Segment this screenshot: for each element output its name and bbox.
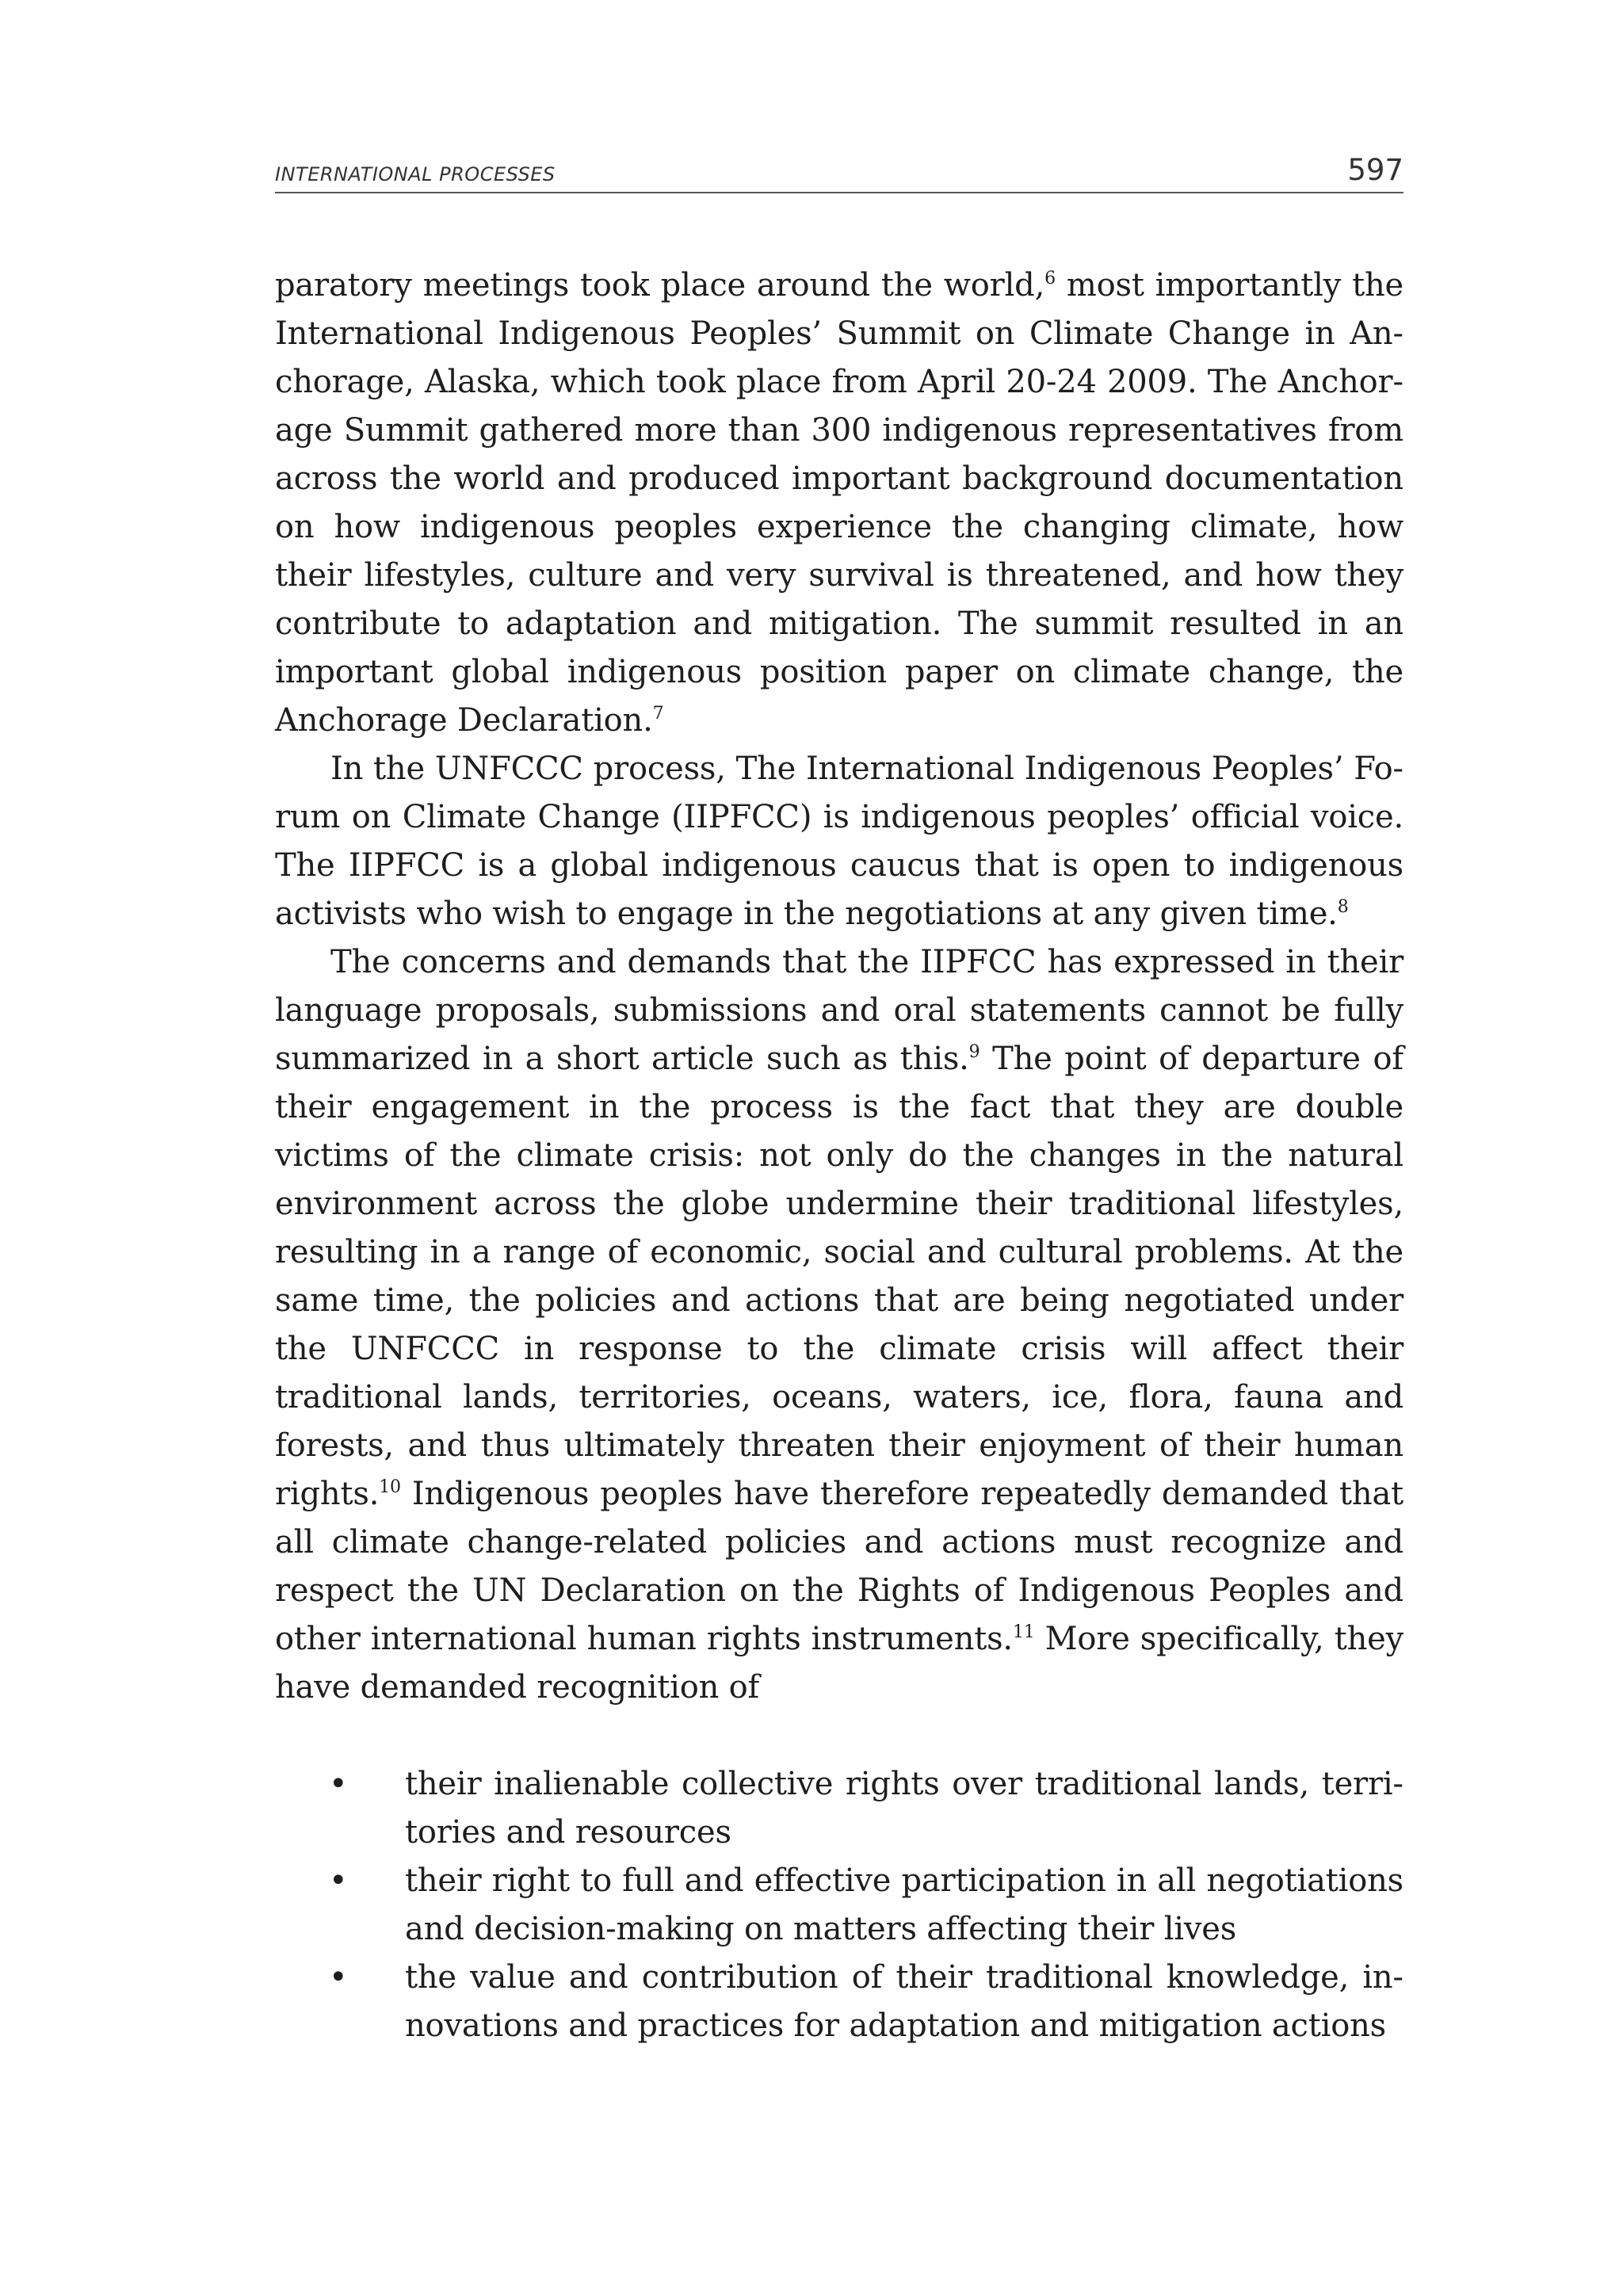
text-segment: The concerns and demands that the IIPFCC has expressed in their language proposals, submissions and oral statements cannot be fully summarized in a short article such as this. bbox=[275, 944, 1403, 1077]
list-item bbox=[275, 1760, 1403, 1857]
list-item-text: their right to full and effective participation in all negotiations and decision-making on matters affecting their lives bbox=[405, 1862, 1403, 1947]
bullet-icon: • bbox=[329, 1766, 348, 1802]
body-text bbox=[275, 262, 1403, 2050]
footnote-ref-11: 11 bbox=[1012, 1622, 1035, 1642]
list-item-text: the value and contribution of their traditional knowledge, innovations and practices for adaptation and mitigation actions bbox=[405, 1959, 1403, 2044]
text-segment: The point of departure of their engagement in the process is the fact that they are double victims of the climate crisis: not only do the changes in the natural environment across the globe undermine their traditional lifestyles, resulting in a range of economic, social and cultural problems. At the same time, the policies and actions that are being negotiated under the UNFCCC in response to the climate crisis will affect their traditional lands, territories, oceans, waters, ice, flora, fauna and forests, and thus ultimately threaten their enjoyment of their human rights. bbox=[275, 1041, 1403, 1512]
text-segment: In the UNFCCC process, The International Indigenous Peoples’ Forum on Climate Change (IIPFCC) is indigenous peoples’ official voice. The IIPFCC is a global indigenous caucus that is open to indigenous activists who wish to engage in the negotiations at any given time. bbox=[275, 751, 1403, 932]
running-title: INTERNATIONAL PROCESSES bbox=[275, 163, 556, 185]
text-segment: More specifically, they have demanded recognition of bbox=[275, 1621, 1403, 1706]
text-segment: Indigenous peoples have therefore repeatedly demanded that all climate change-related policies and actions must recognize and respect the UN Declaration on the Rights of Indigenous Peoples and other international human rights instruments. bbox=[275, 1476, 1403, 1657]
footnote-ref-8: 8 bbox=[1337, 897, 1349, 917]
list-item-text: their inalienable collective rights over traditional lands, territories and resources bbox=[405, 1766, 1403, 1851]
footnote-ref-9: 9 bbox=[968, 1042, 980, 1062]
list-item bbox=[275, 1857, 1403, 1954]
text-segment: paratory meetings took place around the world, bbox=[275, 267, 1045, 304]
paragraph-anchorage-summit bbox=[275, 262, 1403, 745]
bullet-icon: • bbox=[329, 1862, 348, 1899]
bullet-icon: • bbox=[329, 1959, 348, 1996]
paragraph-concerns-demands bbox=[275, 938, 1403, 1712]
page-number: 597 bbox=[1347, 153, 1403, 187]
list-item bbox=[275, 1954, 1403, 2050]
footnote-ref-10: 10 bbox=[379, 1477, 401, 1497]
text-segment: most importantly the International Indigenous Peoples’ Summit on Climate Change in Anchorage, Alaska, which took place from April 20-24 2009. The Anchorage Summit gathered more than 300 indigenous representatives from across the world and produced important background documentation on how indigenous peoples experience the changing climate, how their lifestyles, culture and very survival is threatened, and how they contribute to adaptation and mitigation. The summit resulted in an important global indigenous position paper on climate change, the Anchorage Declaration. bbox=[275, 267, 1403, 739]
paragraph-iipfcc bbox=[275, 745, 1403, 938]
footnote-ref-7: 7 bbox=[652, 704, 664, 724]
footnote-ref-6: 6 bbox=[1044, 269, 1056, 288]
running-header bbox=[275, 151, 1403, 193]
demands-bullet-list bbox=[275, 1760, 1403, 2050]
